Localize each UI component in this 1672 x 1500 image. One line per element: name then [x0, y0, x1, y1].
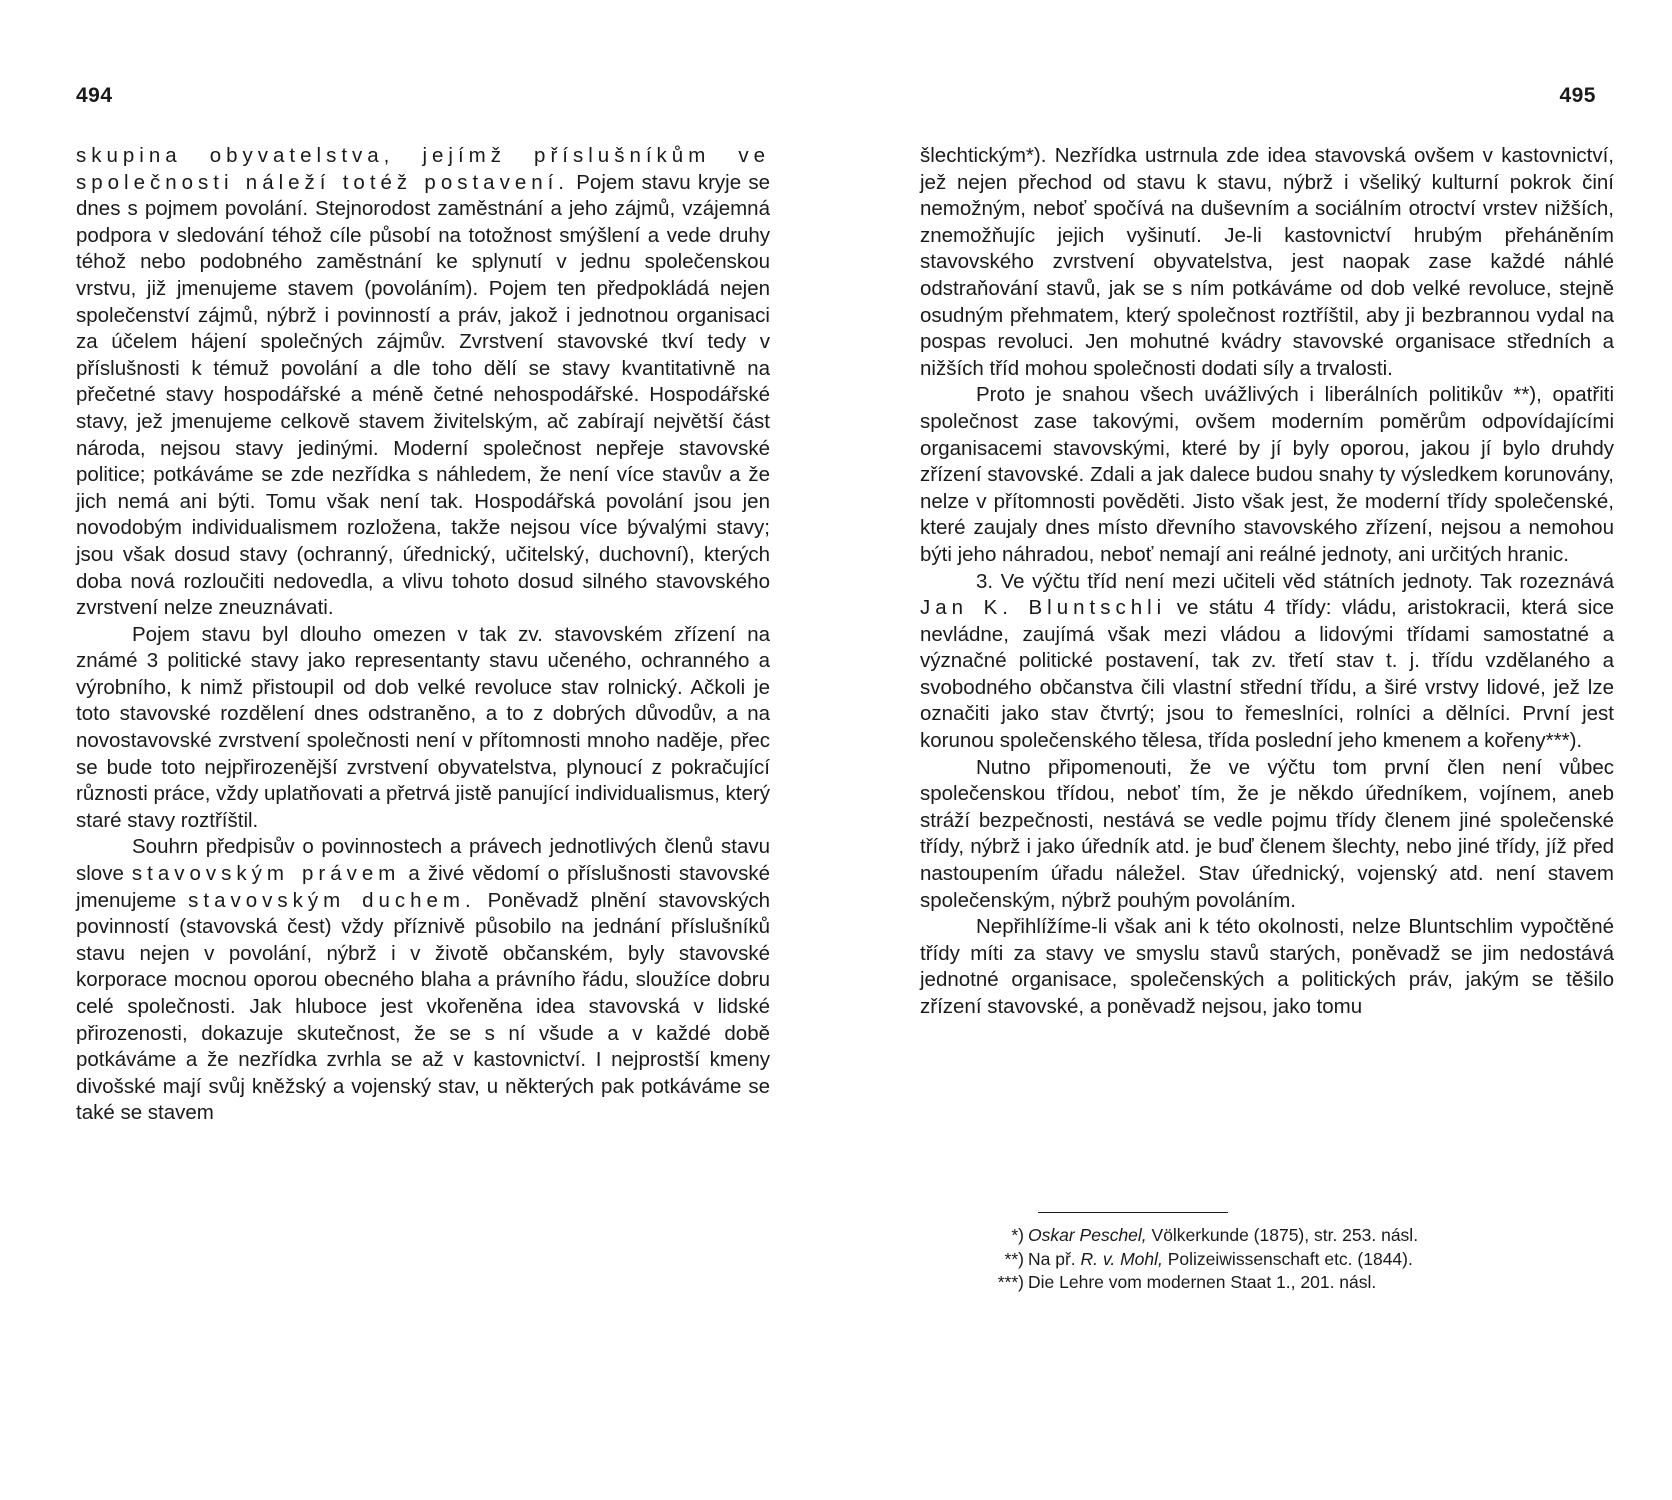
text-run: Souhrn předpisův o povinnostech a právech jednotlivých členů stavu slove [76, 835, 770, 886]
text-run: 3. Ve výčtu tříd není mezi učiteli věd státních jednoty. Tak rozeznává [976, 569, 1614, 593]
text-run: Pojem stavu kryje se dnes s pojmem povolání. Stejnorodost zaměstnání a jeho zájmů, vzájemná podpora v sledování téhož cíle působí na totožnost smýšlení a vede druhy téhož nebo podobného zaměstnání ke splynutí v jednu společenskou vrstvu, již jmenujeme stavem (povoláním). Pojem ten předpokládá nejen společenství zájmů, nýbrž i povinností a práv, jakož i jednotnou organisaci za účelem hájení společných zájmův. Zvrstvení stavovské tkví tedy v příslušnosti k témuž povolání a dle toho dělí se stavy kvantitativně na přečetné stavy hospodářské a méně četné nehospodářské. Hospodářské stavy, jež jmenujeme celkově stavem živitelským, ač zabírají největší část národa, nejsou stavy jedinými. Moderní společnost nepřeje stavovské politice; potkáváme se zde nezřídka s náhledem, že není více stavův a že jich nemá ani býti. Tomu však není tak. Hospodářská povolání jsou jen novodobým individualismem rozložena, takže nejsou více bývalými stavy; jsou však dosud stavy (ochranný, úřednický, učitelský, duchovní), kterých doba nová rozloučiti nedovedla, a vlivu tohoto dosud silného stavovského zvrstvení nelze zneuznávati. [76, 170, 770, 620]
spaced-emphasis: stavovským duchem. [188, 888, 476, 912]
footnote-marker: **) [1004, 1248, 1024, 1269]
paragraph [76, 622, 770, 835]
paragraph [920, 569, 1614, 755]
text-run: Pojem stavu byl dlouho omezen v tak zv. stavovském zřízení na známé 3 politické stavy jako representanty stavu učeného, ochranného a výrobního, k nimž přistoupil od dob velké revoluce stav rolnický. Ačkoli je toto stavovské rozdělení dnes odstraněno, a to z dobrých důvodův, a na novostavovské zvrstvení společnosti není v přítomnosti mnoho naděje, přec se bude toto nejpřirozenější zvrstvení obyvatelstva, plynoucí z pokračující různosti práce, vždy uplatňovati a přetrvá jistě panující individualismus, který staré stavy roztříštil. [76, 622, 770, 832]
spaced-emphasis: stavovským právem [131, 862, 401, 886]
footnote-text: Völkerkunde (1875), str. 253. násl. [1146, 1225, 1419, 1245]
text-run: Poněvadž plnění stavovských povinností (stavovská čest) vždy příznivě působilo na jednání příslušníků stavu nejen v povolání, nýbrž i v životě občanském, byly stavovské korporace mocnou oporou obecného blaha a právního řádu, sloužíce dobru celé společnosti. Jak hluboce jest vkořeněna idea stavovská v lidské přirozenosti, dokazuje skutečnost, že se s ní všude a v každé době potkáváme a že nezřídka zvrhla se až v kastovnictví. I nejprostší kmeny divošské mají svůj kněžský a vojenský stav, u některých pak potkáváme se také se stavem [76, 888, 770, 1125]
text-run: Nutno připomenouti, že ve výčtu tom první člen není vůbec společenskou třídou, neboť tím, že je někdo úředníkem, vojínem, aneb stráží bezpečnosti, nestává se vedle pojmu třídy členem jiné společenské třídy, nýbrž i jako úředník atd. je buď členem šlechty, nebo jiné třídy, jíž před nastoupením úřadu náležel. Stav úřednický, vojenský atd. není stavem společenským, nýbrž pouhým povoláním. [920, 755, 1614, 912]
footnote-text: Na př. [1028, 1248, 1081, 1269]
spaced-emphasis: Jan K. Bluntschli [920, 596, 1167, 620]
footnote-marker: *) [1011, 1225, 1024, 1245]
footnote-text: Polizeiwissenschaft etc. (1844). [1162, 1248, 1413, 1269]
text-run: a živé vědomí o příslušnosti stavovské jmenujeme [76, 862, 770, 912]
right-page-body [920, 143, 1614, 1021]
paragraph [920, 143, 1614, 382]
footnote-author: R. v. Mohl, [1080, 1248, 1163, 1269]
footnote-author: Oskar Peschel, [1028, 1225, 1147, 1245]
footnote-marker: ***) [997, 1272, 1024, 1293]
footnote [990, 1224, 1510, 1248]
paragraph [920, 755, 1614, 915]
text-run: ve státu 4 třídy: vládu, aristokracii, která sice nevládne, zaujímá však mezi vládou a lidovými třídami samostatné a význačné politické postavení, tak zv. třetí stav t. j. třídu vzdělaného a svobodného občanstva čili vlastní střední třídu, a širé vrstvy lidové, jež lze označiti jako stav čtvrtý; jsou to řemeslníci, rolníci a dělníci. První jest korunou společenského tělesa, třída poslední jeho kmenem a kořeny***). [920, 596, 1614, 753]
footnote [990, 1271, 1510, 1295]
paragraph [920, 914, 1614, 1020]
footnote-rule [1038, 1212, 1228, 1213]
left-page-body [76, 143, 770, 1127]
paragraph [76, 143, 770, 622]
page-number-left: 494 [76, 84, 113, 107]
footnotes [990, 1224, 1510, 1295]
page-number-right: 495 [1559, 84, 1596, 107]
footnote [990, 1248, 1510, 1272]
text-run: Proto je snahou všech uvážlivých i liberálních politikův **), opatřiti společnost zase takovými, ovšem moderním poměrům odpovídajícími organisacemi stavovskými, které by jí byly oporou, jakou jí bylo druhdy zřízení stavovské. Zdali a jak dalece budou snahy ty výsledkem korunovány, nelze v přítomnosti pověděti. Jisto však jest, že moderní třídy společenské, které zaujaly dnes místo dřevního stavovského zřízení, nejsou a nemohou býti jeho náhradou, neboť nemají ani reálné jednoty, ani určitých hranic. [920, 383, 1614, 566]
spaced-emphasis: skupina obyvatelstva, jejímž příslušníkům ve společnosti náleží totéž postavení. [76, 144, 770, 194]
paragraph [920, 382, 1614, 568]
footnote-text: Die Lehre vom modernen Staat 1., 201. násl. [1028, 1272, 1377, 1293]
text-run: Nepřihlížíme-li však ani k této okolnosti, nelze Bluntschlim vypočtěné třídy míti za stavy ve smyslu stavů starých, poněvadž se jim nedostává jednotné organisace, společenských a politických práv, jakým se těšilo zřízení stavovské, a poněvadž nejsou, jako tomu [920, 915, 1614, 1018]
text-run: šlechtickým*). Nezřídka ustrnula zde idea stavovská ovšem v kastovnictví, jež nejen přechod od stavu k stavu, nýbrž i všeliký kulturní pokrok činí nemožným, neboť spočívá na duševním a sociálním otroctví vrstev nižších, znemožňujíc jejich vyšinutí. Je-li kastovnictví hrubým přeháněním stavovského zvrstvení obyvatelstva, jest naopak zase každé náhlé odstraňování stavů, jak se s ním potkáváme od dob velké revoluce, stejně osudným přehmatem, který společnost roztříštil, aby ji bezbrannou vydal na pospas revoluci. Jen mohutné kvádry stavovské organisace středních a nižších tříd mohou společnosti dodati síly a trvalosti. [920, 144, 1614, 380]
paragraph [76, 834, 770, 1127]
